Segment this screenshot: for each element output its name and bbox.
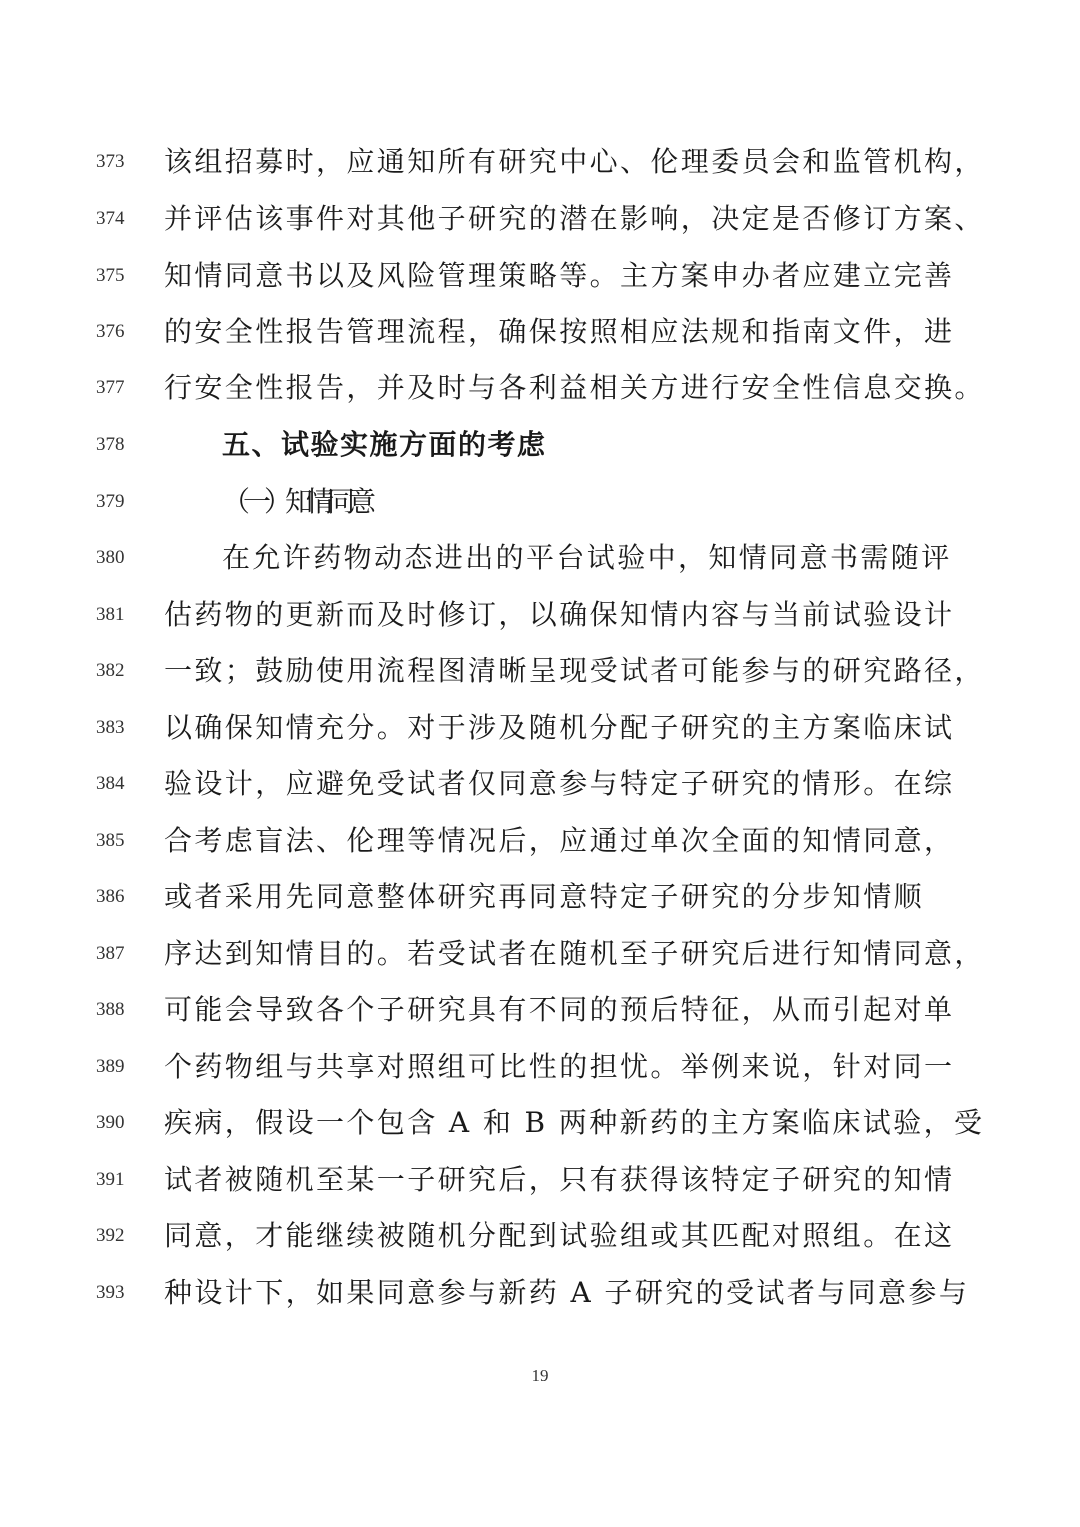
document-line <box>0 881 1080 938</box>
line-number: 376 <box>96 321 125 342</box>
line-text: 同意，才能继续被随机分配到试验组或其匹配对照组。在这 <box>164 1219 955 1252</box>
line-text: 可能会导致各个子研究具有不同的预后特征，从而引起对单 <box>164 993 955 1026</box>
document-line <box>0 1051 1080 1108</box>
document-line <box>0 825 1080 882</box>
line-number: 382 <box>96 660 125 681</box>
line-number: 384 <box>96 773 125 794</box>
document-line <box>0 146 1080 203</box>
document-line <box>0 994 1080 1051</box>
line-text: 个药物组与共享对照组可比性的担忧。举例来说，针对同一 <box>164 1050 955 1083</box>
line-text: 序达到知情目的。若受试者在随机至子研究后进行知情同意， <box>164 937 985 970</box>
line-text: 疾病，假设一个包含 A 和 B 两种新药的主方案临床试验，受 <box>164 1106 985 1139</box>
document-line <box>0 599 1080 656</box>
line-number: 380 <box>96 547 125 568</box>
line-number: 375 <box>96 265 125 286</box>
line-number: 373 <box>96 151 125 172</box>
document-line <box>0 1164 1080 1221</box>
document-line <box>0 316 1080 373</box>
document-line <box>0 203 1080 260</box>
line-text: 一致；鼓励使用流程图清晰呈现受试者可能参与的研究路径， <box>164 654 985 687</box>
line-text: 并评估该事件对其他子研究的潜在影响，决定是否修订方案、 <box>164 202 985 235</box>
line-text: 在允许药物动态进出的平台试验中，知情同意书需随评 <box>222 541 952 574</box>
line-text: 行安全性报告，并及时与各利益相关方进行安全性信息交换。 <box>164 371 985 404</box>
line-number: 389 <box>96 1056 125 1077</box>
line-number: 379 <box>96 491 125 512</box>
line-number: 377 <box>96 377 125 398</box>
line-number: 387 <box>96 943 125 964</box>
line-number: 390 <box>96 1112 125 1133</box>
line-text: 合考虑盲法、伦理等情况后，应通过单次全面的知情同意， <box>164 824 955 857</box>
line-number: 388 <box>96 999 125 1020</box>
line-text: 该组招募时，应通知所有研究中心、伦理委员会和监管机构， <box>164 145 985 178</box>
document-line <box>0 542 1080 599</box>
line-text: 以确保知情充分。对于涉及随机分配子研究的主方案临床试 <box>164 711 955 744</box>
section-heading: 五、试验实施方面的考虑 <box>222 428 547 461</box>
line-text: 验设计，应避免受试者仅同意参与特定子研究的情形。在综 <box>164 767 955 800</box>
section-heading-line <box>0 429 1080 486</box>
line-text: 种设计下，如果同意参与新药 A 子研究的受试者与同意参与 <box>164 1276 970 1309</box>
line-text: 或者采用先同意整体研究再同意特定子研究的分步知情顺 <box>164 880 925 913</box>
document-line <box>0 655 1080 712</box>
line-text: 试者被随机至某一子研究后，只有获得该特定子研究的知情 <box>164 1163 955 1196</box>
line-number: 381 <box>96 604 125 625</box>
line-number: 385 <box>96 830 125 851</box>
document-line <box>0 1277 1080 1334</box>
subsection-heading-line <box>0 486 1080 543</box>
document-line <box>0 1107 1080 1164</box>
document-line <box>0 712 1080 769</box>
line-number: 391 <box>96 1169 125 1190</box>
line-number: 378 <box>96 434 125 455</box>
line-number: 383 <box>96 717 125 738</box>
document-line <box>0 768 1080 825</box>
line-text: 估药物的更新而及时修订，以确保知情内容与当前试验设计 <box>164 598 955 631</box>
line-number: 392 <box>96 1225 125 1246</box>
subsection-heading: （一）知情同意 <box>222 485 370 518</box>
line-number: 374 <box>96 208 125 229</box>
document-line <box>0 938 1080 995</box>
document-line <box>0 1220 1080 1277</box>
line-text: 的安全性报告管理流程，确保按照相应法规和指南文件，进 <box>164 315 955 348</box>
page-number: 19 <box>531 1366 549 1385</box>
document-line <box>0 260 1080 317</box>
line-number: 386 <box>96 886 125 907</box>
document-line <box>0 372 1080 429</box>
line-text: 知情同意书以及风险管理策略等。主方案申办者应建立完善 <box>164 259 955 292</box>
line-number: 393 <box>96 1282 125 1303</box>
